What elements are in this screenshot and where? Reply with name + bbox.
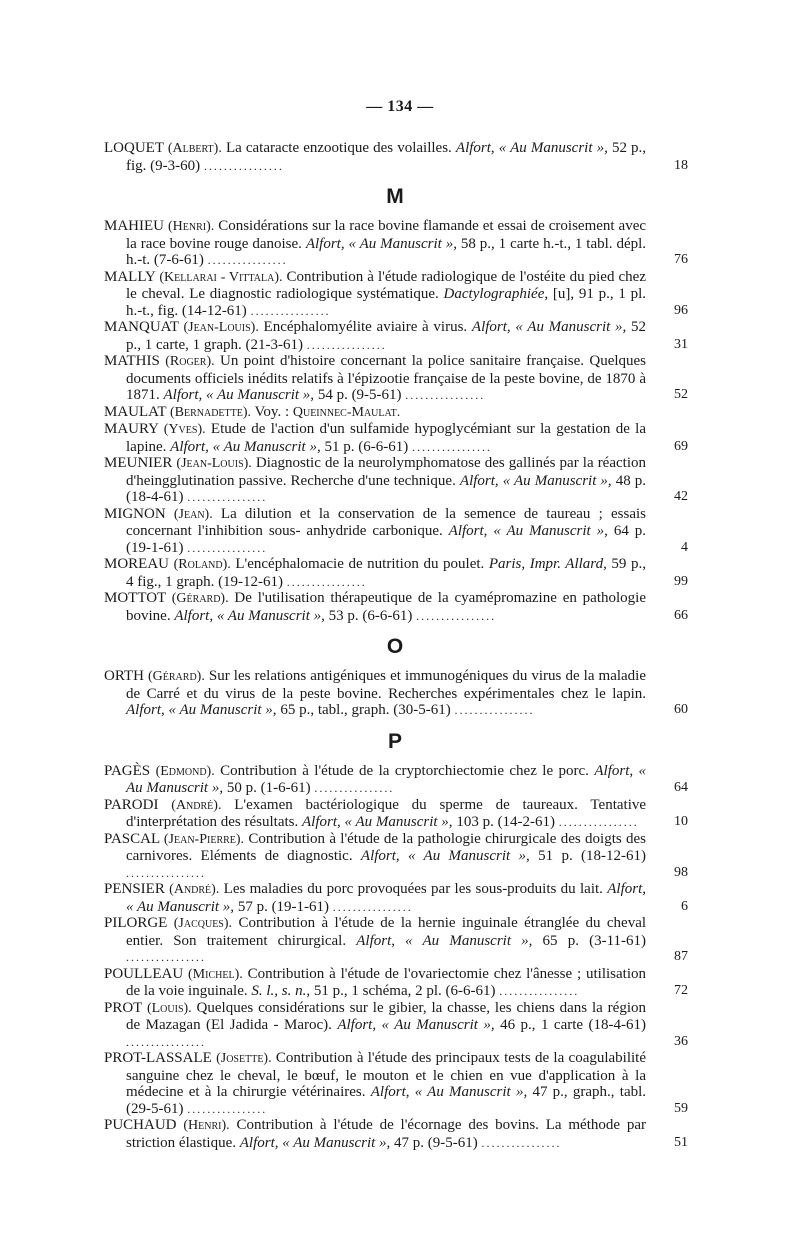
bibliography-entry — [104, 506, 686, 557]
author-surname: PENSIER — [104, 881, 165, 897]
entry-publisher: Alfort, « Au Manuscrit », — [126, 881, 647, 915]
leader-dots: ................ — [187, 1101, 268, 1116]
page-reference: 66 — [674, 607, 688, 623]
author-surname: LOQUET — [104, 140, 164, 156]
leader-dots: ................ — [250, 303, 331, 318]
leader-dots: ................ — [332, 899, 413, 914]
entry-details: [u], 91 p., 1 pl. h.-t., fig. (14-12-61) — [126, 286, 646, 319]
page-number: — 134 — — [366, 98, 434, 115]
entry-publisher: Alfort, « Au Manuscrit », — [126, 762, 647, 796]
author-surname: PUCHAUD — [104, 1117, 177, 1133]
entry-text — [104, 966, 686, 1000]
entry-publisher: Dactylographiée, — [443, 286, 549, 302]
page-reference: 99 — [674, 573, 688, 589]
bibliography-list — [104, 140, 686, 1151]
author-surname: POULLEAU — [104, 965, 184, 982]
entry-details: 50 p. (1-6-61) — [226, 780, 311, 796]
bibliography-entry — [104, 966, 686, 1000]
author-firstname: (Albert). — [167, 141, 222, 156]
leader-dots: ................ — [405, 388, 486, 402]
leader-dots: ................ — [558, 815, 639, 829]
page-reference: 42 — [674, 489, 688, 504]
bibliography-entry — [104, 421, 686, 455]
section-letter: M — [386, 185, 404, 208]
entry-details: 59 p., 4 fig., 1 graph. (19-12-61) — [126, 556, 647, 590]
author-firstname: (Gérard). — [148, 669, 205, 684]
entry-details: 64 p. (19-1-61) — [126, 523, 646, 556]
author-firstname: (Yves). — [163, 422, 206, 437]
author-surname: PILORGE — [104, 915, 168, 931]
leader-dots: ................ — [306, 337, 387, 352]
entry-details: 103 p. (14-2-61) — [456, 814, 556, 830]
page-reference: 60 — [674, 702, 688, 717]
entry-text — [104, 269, 686, 320]
page-reference: 87 — [674, 949, 688, 964]
entry-title: Contribution à l'étude de l'ovariectomie chez l'ânesse ; utilisation de la voie inguinale. — [126, 965, 646, 999]
entry-publisher: S. l., s. n., — [251, 983, 311, 999]
entry-publisher: Alfort, « Au Manuscrit », — [163, 387, 315, 403]
entry-text — [104, 831, 686, 882]
entry-publisher: Paris, Impr. Allard, — [488, 556, 607, 572]
bibliography-entry — [104, 353, 686, 404]
entry-title: Contribution à l'étude de la hernie inguinale étranglée du cheval entier. Son traitement chirurgical. — [126, 915, 647, 949]
page-reference: 10 — [674, 814, 688, 829]
entry-details: 52 p., 1 carte, 1 graph. (21-3-61) — [126, 319, 647, 353]
entry-publisher: Alfort, « Au Manuscrit », — [239, 1134, 391, 1151]
author-surname: MANQUAT — [104, 319, 179, 335]
author-firstname: (Gérard). — [171, 591, 229, 606]
entry-text — [104, 590, 686, 624]
entry-text — [104, 140, 686, 174]
section-letter: P — [387, 729, 402, 753]
page-reference: 59 — [674, 1100, 688, 1116]
entry-details: 52 p., fig. (9-3-60) — [126, 140, 647, 174]
bibliography-entry — [104, 1000, 686, 1051]
entry-title: Encéphalomyélite aviaire à virus. — [263, 319, 468, 335]
author-surname: MAULAT — [104, 403, 167, 420]
bibliography-entry — [104, 455, 686, 506]
entry-details: 47 p., graph., tabl. (29-5-61) — [126, 1084, 647, 1117]
entry-details: 47 p. (9-5-61) — [394, 1134, 478, 1151]
entry-text — [104, 1050, 686, 1117]
entry-text — [104, 1000, 686, 1051]
leader-dots: ................ — [126, 1034, 206, 1049]
bibliography-entry — [104, 668, 686, 719]
bibliography-entry — [104, 797, 686, 831]
bibliography-entry — [104, 915, 686, 966]
entry-publisher: Alfort, « Au Manuscrit », — [448, 523, 608, 539]
author-surname: MIGNON — [104, 505, 166, 522]
entry-title: Etude de l'action d'un sulfamide hypoglycémiant sur la gestation de la lapine. — [126, 421, 646, 455]
author-surname: PROT — [104, 999, 143, 1016]
bibliography-entry — [104, 269, 686, 320]
author-firstname: (Louis). — [146, 1000, 192, 1016]
leader-dots: ................ — [314, 781, 395, 795]
author-firstname: (Bernadette). — [169, 404, 252, 420]
page-reference: 76 — [674, 252, 688, 267]
entry-publisher: Alfort, « Au Manuscrit », — [356, 932, 533, 949]
entry-text — [104, 404, 686, 422]
entry-title: Un point d'histoire concernant la police sanitaire française. Quelques documents officiels inédits relatifs à l'épizootie française de la peste bovine, de 1870 à 1871. — [126, 353, 647, 403]
author-surname: MEUNIER — [104, 455, 173, 471]
author-surname: PASCAL — [104, 830, 160, 847]
author-firstname: (Kellarai - Vittala). — [159, 269, 283, 285]
entry-publisher: Alfort, « Au Manuscrit », — [305, 235, 457, 252]
entry-title: Contribution à l'étude des principaux tests de la coagulabilité sanguine chez le cheval, le bœuf, le mouton et le chien en vue d'application à la médecine et à la chirurgie vétérinaires. — [126, 1050, 647, 1100]
entry-details: 51 p. (18-12-61) — [538, 848, 647, 864]
leader-dots: ................ — [411, 439, 492, 454]
page-reference: 36 — [674, 1033, 688, 1049]
author-surname: MOREAU — [104, 556, 170, 572]
author-firstname: (Henri). — [167, 219, 215, 234]
author-firstname: (Roland). — [173, 557, 231, 572]
entry-title: Quelques considérations sur le gibier, la chasse, les chiens dans la région de Mazagan (El Jadida - Maroc). — [126, 999, 647, 1033]
entry-text — [104, 455, 686, 506]
entry-title: Contribution à l'étude radiologique de l'ostéite du pied chez le cheval. Le diagnostic radiologique systématique. — [126, 268, 646, 302]
entry-details: 51 p. (6-6-61) — [324, 438, 409, 455]
entry-publisher: Alfort, « Au Manuscrit », — [370, 1084, 528, 1100]
entry-publisher: Alfort, « Au Manuscrit », — [459, 472, 612, 489]
author-firstname: (Jacques). — [173, 916, 233, 931]
page-reference: 51 — [674, 1134, 688, 1150]
leader-dots: ................ — [187, 540, 268, 555]
entry-details: 48 p. (18-4-61) — [126, 472, 647, 505]
bibliography-entry — [104, 319, 686, 353]
author-firstname: (Henri). — [183, 1118, 230, 1133]
bibliography-entry — [104, 218, 686, 269]
bibliography-entry — [104, 1117, 686, 1151]
entry-publisher: Alfort, « Au Manuscrit », — [337, 1017, 495, 1033]
entry-text — [104, 763, 686, 797]
entry-details: 58 p., 1 carte h.-t., 1 tabl. dépl. h.-t. (7-6-61) — [126, 235, 647, 268]
entry-text — [104, 1117, 686, 1151]
bibliography-entry — [104, 556, 686, 590]
entry-title: Les maladies du porc provoquées par les sous-produits du lait. — [223, 881, 603, 897]
entry-publisher: Alfort, « Au Manuscrit », — [471, 319, 627, 335]
bibliography-entry — [104, 590, 686, 624]
entry-title: L'examen bactériologique du sperme de taureaux. Tentative d'interprétation des résultats. — [126, 796, 647, 830]
entry-title: Sur les relations antigéniques et immunogéniques du virus de la maladie de Carré et du virus de la peste bovine. Recherches expérimentales chez le lapin. — [126, 668, 647, 702]
author-surname: MAHIEU — [104, 218, 164, 234]
author-surname: MALLY — [104, 268, 156, 285]
leader-dots: ................ — [481, 1135, 562, 1150]
bibliography-entry — [104, 1050, 686, 1117]
author-firstname: (Michel). — [188, 966, 243, 982]
page-reference: 64 — [674, 780, 688, 795]
author-firstname: (André). — [171, 797, 222, 813]
entry-details: 65 p. (3-11-61) — [542, 932, 647, 949]
bibliography-entry — [104, 763, 686, 797]
entry-text — [104, 881, 686, 915]
entry-details: 46 p., 1 carte (18-4-61) — [500, 1017, 646, 1033]
entry-details: 54 p. (9-5-61) — [317, 387, 402, 403]
bibliography-entry — [104, 140, 686, 174]
entry-publisher: Alfort, « Au Manuscrit », — [360, 848, 530, 864]
entry-title: La cataracte enzootique des volailles. — [225, 140, 452, 156]
entry-text — [104, 797, 686, 831]
author-firstname: (Jean). — [173, 506, 213, 522]
page-reference: 4 — [681, 539, 688, 555]
leader-dots: ................ — [187, 490, 268, 504]
entry-text — [104, 506, 686, 557]
entry-details: 57 p. (19-1-61) — [237, 898, 330, 915]
leader-dots: ................ — [126, 950, 206, 964]
entry-title: Voy. : — [254, 403, 290, 420]
entry-details: 65 p., tabl., graph. (30-5-61) — [280, 702, 451, 718]
page-reference: 31 — [674, 336, 688, 352]
author-surname: PROT-LASSALE — [104, 1050, 212, 1066]
entry-title: Considérations sur la race bovine flamande et essai de croisement avec la race bovine rouge danoise. — [126, 218, 647, 252]
page-reference: 6 — [681, 898, 688, 914]
author-surname: PARODI — [104, 796, 159, 813]
entry-publisher: Alfort, « Au Manuscrit », — [302, 814, 453, 830]
entry-title: Contribution à l'étude de la pathologie chirurgicale des doigts des carnivores. Eléments de diagnostic. — [126, 830, 647, 864]
entry-details: Queinnec-Maulat. — [292, 404, 401, 420]
leader-dots: ................ — [454, 703, 535, 717]
author-surname: MATHIS — [104, 353, 160, 369]
author-firstname: (Jean-Louis). — [183, 320, 259, 335]
entry-text — [104, 421, 686, 455]
author-firstname: (Jean-Louis). — [176, 456, 252, 471]
leader-dots: ................ — [286, 574, 367, 589]
bibliography-entry — [104, 881, 686, 915]
page-reference: 96 — [674, 302, 688, 318]
author-surname: ORTH — [104, 668, 144, 684]
entry-text — [104, 668, 686, 719]
entry-publisher: Alfort, « Au Manuscrit », — [455, 140, 608, 156]
bibliography-entry — [104, 404, 686, 422]
page-reference: 52 — [674, 387, 688, 402]
entry-publisher: Alfort, « Au Manuscrit », — [174, 607, 325, 624]
author-firstname: (Roger). — [165, 354, 215, 369]
author-firstname: (Jean-Pierre). — [163, 831, 245, 847]
entry-title: De l'utilisation thérapeutique de la cyamépromazine en pathologie bovine. — [126, 590, 646, 624]
entry-title: Contribution à l'étude de l'écornage des bovins. La méthode par striction élastique. — [126, 1117, 647, 1151]
entry-details: 53 p. (6-6-61) — [328, 607, 413, 624]
author-surname: MOTTOT — [104, 590, 166, 606]
leader-dots: ................ — [203, 158, 284, 173]
author-surname: PAGÈS — [104, 762, 151, 779]
leader-dots: ................ — [416, 608, 497, 623]
entry-text — [104, 915, 686, 966]
page-reference: 98 — [674, 864, 688, 880]
leader-dots: ................ — [499, 984, 580, 998]
entry-title: L'encéphalomacie de nutrition du poulet. — [235, 556, 485, 572]
entry-text — [104, 319, 686, 353]
entry-text — [104, 556, 686, 590]
entry-title: Diagnostic de la neurolymphomatose des gallinés par la réaction d'heingglutination passive. Recherche d'une technique. — [126, 455, 646, 489]
author-firstname: (Edmond). — [155, 763, 215, 779]
page-reference: 18 — [674, 157, 688, 173]
bibliography-entry — [104, 831, 686, 882]
author-firstname: (Josette). — [216, 1051, 272, 1066]
page-reference: 69 — [674, 438, 688, 454]
entry-text — [104, 353, 686, 404]
author-surname: MAURY — [104, 421, 159, 437]
page-reference: 72 — [674, 983, 688, 998]
entry-title: La dilution et la conservation de la semence de taureau ; essais concernant l'inhibition sous- anhydride carbonique. — [126, 505, 646, 539]
author-firstname: (André). — [169, 882, 220, 897]
entry-publisher: Alfort, « Au Manuscrit », — [170, 438, 321, 455]
entry-details: 51 p., 1 schéma, 2 pl. (6-6-61) — [313, 983, 496, 999]
entry-text — [104, 218, 686, 269]
entry-title: Contribution à l'étude de la cryptorchiectomie chez le porc. — [220, 762, 589, 779]
leader-dots: ................ — [126, 865, 206, 880]
leader-dots: ................ — [207, 253, 288, 267]
entry-publisher: Alfort, « Au Manuscrit », — [126, 702, 277, 718]
section-letter: O — [386, 635, 404, 658]
